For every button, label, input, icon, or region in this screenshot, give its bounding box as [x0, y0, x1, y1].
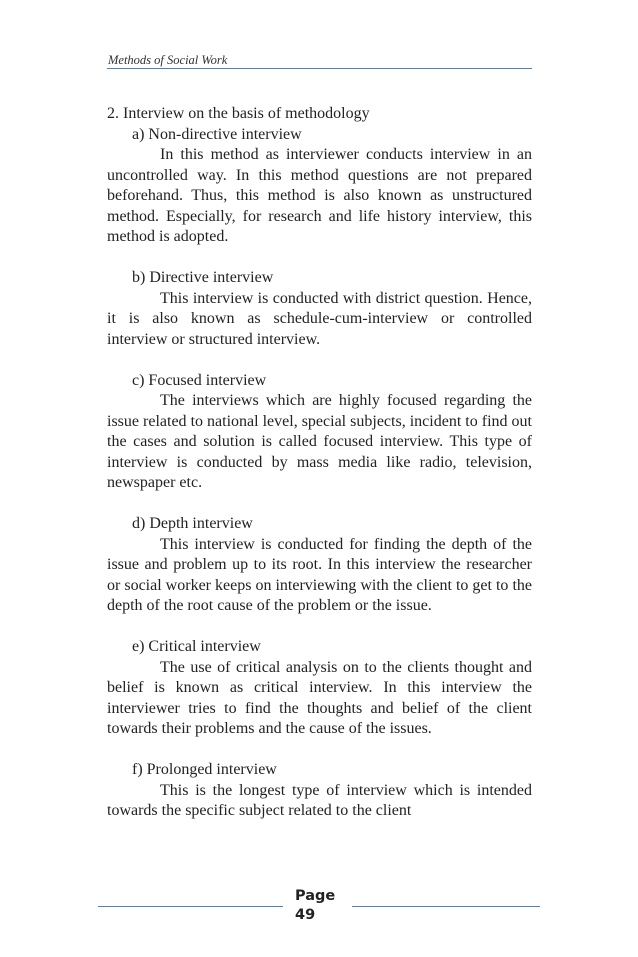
- section-heading: 2. Interview on the basis of methodology: [107, 105, 370, 122]
- header-divider: [107, 68, 532, 69]
- paragraph-gap: [107, 350, 532, 371]
- subsection-directive: [107, 268, 532, 350]
- subsection-focused: [107, 371, 532, 494]
- subsection-heading: c) Focused interview: [132, 371, 267, 389]
- subsection-paragraph: The interviews which are highly focused regarding the issue related to national level, special subjects, incident to find out the cases and solution is called focused interview. This type of interview is conducted by mass media like radio, television, newspaper etc.: [107, 392, 532, 491]
- running-header-title: Methods of Social Work: [108, 53, 228, 67]
- subsection-critical: [107, 637, 532, 740]
- page-number-block: [295, 887, 335, 925]
- paragraph-gap: [107, 740, 532, 761]
- subsection-paragraph: The use of critical analysis on to the clients thought and belief is known as critical interview. In this interview the interviewer tries to find the thoughts and belief of the client towards their problems and the cause of the issues.: [107, 658, 532, 737]
- subsection-paragraph: This interview is conducted for finding the depth of the issue and problem up to its root. In this interview the researcher or social worker keeps on interviewing with the client to get to the depth of the root cause of the problem or the issue.: [107, 535, 532, 614]
- subsection-heading: e) Critical interview: [132, 638, 261, 655]
- paragraph-gap: [107, 494, 532, 515]
- subsection-paragraph: This interview is conducted with district question. Hence, it is also known as schedule-cum-interview or controlled interview or structured interview.: [107, 289, 532, 348]
- subsection-heading: b) Directive interview: [132, 269, 274, 286]
- subsection-paragraph: In this method as interviewer conducts interview in an uncontrolled way. In this method questions are not prepared beforehand. Thus, this method is also known as unstructured method. Especially, for research and life history interview, this method is adopted.: [107, 146, 532, 245]
- page-label: Page: [295, 888, 336, 904]
- paragraph-gap: [107, 617, 532, 638]
- subsection-heading: a) Non-directive interview: [132, 125, 302, 143]
- paragraph-gap: [107, 248, 532, 269]
- subsection-non-directive: [107, 125, 532, 248]
- subsection-paragraph: This is the longest type of interview which is intended towards the specific subject related to the client: [107, 781, 532, 819]
- subsection-prolonged: [107, 760, 532, 822]
- subsection-heading: f) Prolonged interview: [132, 761, 277, 778]
- page-body: [107, 104, 532, 822]
- subsection-heading: d) Depth interview: [132, 515, 253, 532]
- page-number: 49: [295, 907, 316, 923]
- footer-divider-left: [98, 906, 283, 907]
- footer-divider-right: [352, 906, 540, 907]
- subsection-depth: [107, 514, 532, 617]
